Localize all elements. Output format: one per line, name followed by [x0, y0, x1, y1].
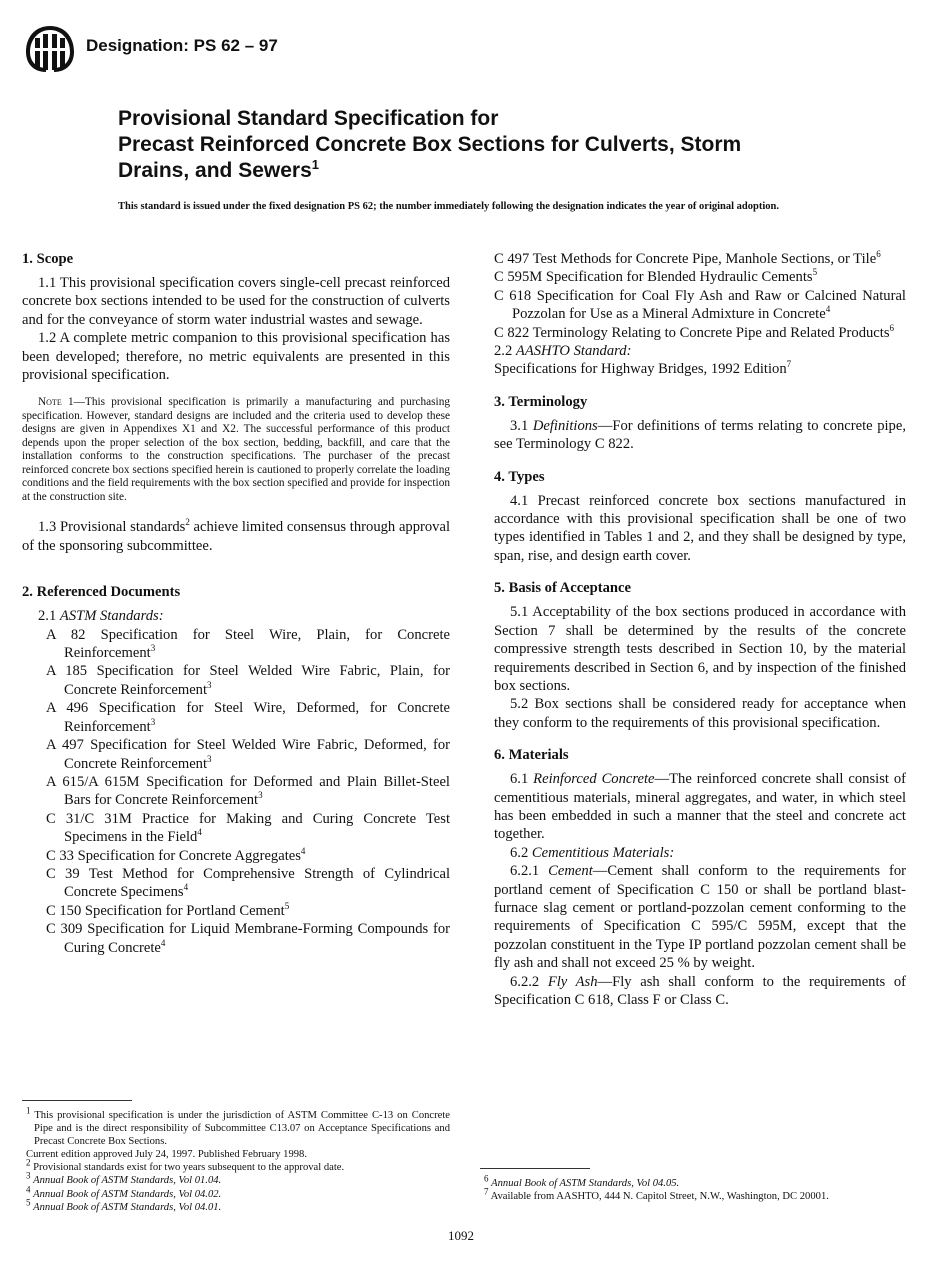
footnotes-right	[480, 1168, 906, 1203]
footnote-text: Annual Book of ASTM Standards, Vol 04.05.	[491, 1178, 680, 1189]
reference-item	[46, 736, 450, 773]
left-column	[22, 250, 450, 1213]
footnote-ref: 4	[825, 304, 831, 315]
note-label: Note 1	[38, 396, 74, 409]
reference-item	[46, 662, 450, 699]
footnote-num: 7	[484, 1186, 489, 1197]
footnote-ref: 5	[812, 267, 818, 278]
aashto-reference	[494, 360, 906, 378]
reference-text: C 309 Specification for Liquid Membrane-Forming Compounds for Curing Concrete	[46, 921, 450, 956]
paragraph-6-1	[494, 770, 906, 844]
reference-item	[46, 865, 450, 902]
title-line-3	[118, 158, 878, 184]
footnote-ref: 4	[300, 845, 306, 856]
title-line-1: Provisional Standard Specification for	[118, 107, 499, 130]
footnote-ref: 5	[284, 900, 290, 911]
subsection-2-2	[494, 342, 906, 360]
paragraph-num: 6.2.2	[510, 973, 540, 990]
note-1	[22, 396, 450, 504]
issuance-note: This standard is issued under the fixed designation PS 62; the number immediately following the designation indicates the year of original adoption.	[118, 201, 779, 212]
note-text: —This provisional specification is primarily a manufacturing and purchasing specification. However, standard designs are included and the criteria used to develop these designs are given in Appendixes X1 and X2. The successful performance of this product depends upon the proper selection of the box section, bedding, backfill, and care that the installation conforms to the construction specifications. The purchaser of the precast reinforced concrete box sections specified herein is cautioned to properly correlate the loading conditions and the field requirements with the box section specified and provide for inspection at the construction site.	[22, 396, 450, 503]
section-heading-referenced: 2. Referenced Documents	[22, 584, 181, 601]
paragraph-1-3	[22, 518, 450, 555]
term: Cementitious Materials:	[531, 844, 675, 861]
footnote	[22, 1157, 450, 1174]
term: Definitions	[532, 417, 598, 434]
reference-item	[46, 920, 450, 957]
footnote-text: Available from AASHTO, 444 N. Capitol Street, N.W., Washington, DC 20001.	[490, 1191, 829, 1203]
reference-text: A 185 Specification for Steel Welded Wire Fabric, Plain, for Concrete Reinforcement	[46, 663, 450, 698]
footnote-ref: 6	[889, 322, 895, 333]
footnote-text: Annual Book of ASTM Standards, Vol 04.01.	[33, 1201, 222, 1213]
reference-item	[46, 699, 450, 736]
reference-item	[46, 847, 450, 865]
footnote-ref: 4	[183, 882, 189, 893]
term: Cement	[548, 863, 593, 880]
footnote-ref: 7	[786, 359, 792, 370]
footnote-rule	[22, 1100, 132, 1101]
paragraph-6-2-2	[494, 973, 906, 1010]
section-heading-materials: 6. Materials	[494, 747, 569, 764]
footnote-num: 4	[26, 1184, 31, 1195]
paragraph-text: —Cement shall conform to the requirements for portland cement of Specification C 150 or shall be portland blast-furnace slag cement or portland-pozzolan cement conforming to the requirements of Specification C 595/C 595M, except that the pozzolan constituent in the Type IP portland pozzolan cement shall be fly ash and shall not exceed 25 % by weight.	[494, 863, 906, 972]
reference-text: C 497 Test Methods for Concrete Pipe, Manhole Sections, or Tile	[494, 251, 877, 267]
footnote-text: Current edition approved July 24, 1997. Published February 1998.	[26, 1149, 307, 1161]
reference-item	[46, 626, 450, 663]
paragraph-text: —For definitions of terms relating to concrete pipe, see Terminology C 822.	[494, 417, 906, 453]
reference-item	[46, 810, 450, 847]
footnote-text: Provisional standards exist for two years subsequent to the approval date.	[33, 1162, 345, 1174]
paragraph-3-1	[494, 417, 906, 454]
reference-item	[494, 324, 906, 342]
paragraph-num: 6.1	[510, 771, 529, 788]
section-heading-scope: 1. Scope	[22, 251, 74, 267]
paragraph-num: 6.2.1	[510, 863, 540, 880]
footnote-ref: 3	[150, 716, 156, 727]
paragraph-5-1: 5.1 Acceptability of the box sections produced in accordance with Section 7 shall be determined by the results of the concrete compressive strength tests described in Section 10, by the material requirements described in Section 6, and by inspection of the finished box sections.	[494, 604, 906, 694]
footnote-num: 3	[26, 1170, 31, 1181]
reference-text: A 615/A 615M Specification for Deformed and Plain Billet-Steel Bars for Concrete Reinforcement	[46, 773, 450, 809]
reference-text: C 822 Terminology Relating to Concrete Pipe and Related Products	[494, 324, 890, 341]
footnote-ref: 3	[207, 680, 212, 691]
section-heading-types: 4. Types	[494, 468, 545, 485]
reference-item	[46, 773, 450, 810]
designation: Designation: PS 62 – 97	[86, 36, 278, 55]
reference-text: A 496 Specification for Steel Wire, Deformed, for Concrete Reinforcement	[46, 700, 450, 735]
footnote-ref: 3	[258, 790, 263, 801]
paragraph-5-2: 5.2 Box sections shall be considered ready for acceptance when they conform to the requirements of this provisional specification.	[494, 696, 906, 731]
footnote	[22, 1170, 450, 1187]
footnote	[480, 1186, 906, 1203]
footnote	[22, 1148, 450, 1161]
astm-logo	[22, 24, 78, 74]
footnote-num: 2	[26, 1157, 31, 1168]
subsection-2-2-title: AASHTO Standard:	[515, 343, 632, 360]
page-title	[118, 106, 878, 184]
section-heading-terminology: 3. Terminology	[494, 393, 588, 410]
reference-text: C 618 Specification for Coal Fly Ash and Raw or Calcined Natural Pozzolan for Use as a Mineral Admixture in Concrete	[494, 287, 906, 323]
footnotes-left	[22, 1100, 450, 1214]
footnote-ref: 4	[197, 827, 202, 838]
reference-text: C 150 Specification for Portland Cement	[46, 902, 285, 919]
footnote-ref: 2	[185, 517, 190, 528]
paragraph-num: 6.2	[510, 844, 529, 861]
footnote-ref: 6	[876, 249, 881, 260]
footnote	[22, 1105, 450, 1148]
right-column	[484, 249, 907, 1203]
footnote-text: Annual Book of ASTM Standards, Vol 04.02.	[33, 1188, 222, 1200]
footnote	[22, 1197, 450, 1214]
footnote-text: This provisional specification is under the jurisdiction of ASTM Committee C-13 on Concrete Pipe and is the direct responsibility of Subcommittee C13.07 on Acceptance Specifications and Precast Concrete Box Sections.	[34, 1110, 450, 1148]
footnote-num: 6	[484, 1173, 489, 1184]
section-heading-acceptance: 5. Basis of Acceptance	[494, 580, 632, 597]
astm-reference-list-continued	[494, 250, 906, 342]
footnote	[22, 1184, 450, 1201]
paragraph-num: 3.1	[510, 417, 529, 434]
reference-text: A 497 Specification for Steel Welded Wire Fabric, Deformed, for Concrete Reinforcement	[46, 737, 450, 772]
reference-text: C 33 Specification for Concrete Aggregates	[46, 847, 301, 864]
footnote-ref: 4	[160, 937, 166, 948]
paragraph-4-1: 4.1 Precast reinforced concrete box sections manufactured in accordance with this provisional specification shall be one of two types identified in Tables 1 and 2, and they shall be designed by type, span, rise, and design earth cover.	[494, 492, 906, 564]
footnote-text: Annual Book of ASTM Standards, Vol 01.04.	[33, 1175, 222, 1187]
reference-text: C 31/C 31M Practice for Making and Curing Concrete Test Specimens in the Field	[46, 810, 450, 846]
reference-item	[494, 250, 906, 268]
term: Fly Ash	[547, 973, 598, 990]
reference-item	[46, 902, 450, 920]
paragraph-text: —Fly ash shall conform to the requirements of Specification C 618, Class F or Class C.	[494, 973, 907, 1008]
page-number: 1092	[448, 1228, 474, 1243]
footnote-num: 1	[26, 1105, 31, 1116]
footnote-rule	[480, 1168, 590, 1169]
footnote-ref: 3	[150, 643, 156, 654]
subsection-2-1-num: 2.1	[38, 608, 57, 625]
footnote	[480, 1173, 906, 1190]
paragraph-6-2	[494, 844, 906, 862]
paragraph-1-2: 1.2 A complete metric companion to this provisional specification has been developed; therefore, no metric equivalents are presented in this provisional specification.	[22, 330, 450, 384]
subsection-2-1	[22, 607, 450, 625]
paragraph-text: —The reinforced concrete shall consist of cementitious materials, mineral aggregates, and water, in which steel has been embedded in such a manner that the steel and concrete act together.	[494, 771, 906, 843]
footnote-ref: 3	[207, 753, 212, 764]
paragraph-1-1: 1.1 This provisional specification covers single-cell precast reinforced concrete box sections intended to be used for the construction of culverts and for the conveyance of storm water industrial wastes and sewage.	[22, 275, 450, 328]
aashto-text: Specifications for Highway Bridges, 1992 Edition	[494, 361, 787, 378]
reference-text: A 82 Specification for Steel Wire, Plain, for Concrete Reinforcement	[46, 626, 450, 662]
reference-item	[494, 287, 906, 324]
title-line-2: Precast Reinforced Concrete Box Sections for Culverts, Storm	[118, 133, 742, 156]
astm-reference-list	[22, 626, 450, 957]
footnote-num: 5	[26, 1197, 31, 1208]
term: Reinforced Concrete	[533, 771, 655, 788]
paragraph-6-2-1	[494, 862, 906, 972]
subsection-2-2-num: 2.2	[494, 343, 513, 360]
reference-text: C 39 Test Method for Comprehensive Strength of Cylindrical Concrete Specimens	[46, 865, 450, 901]
paragraph-1-3-a: 1.3 Provisional standards	[38, 519, 186, 536]
reference-item	[494, 268, 906, 286]
reference-text: C 595M Specification for Blended Hydraulic Cements	[494, 269, 813, 286]
title-line-3-text: Drains, and Sewers	[118, 159, 312, 182]
title-footnote-ref: 1	[311, 157, 319, 172]
subsection-2-1-title: ASTM Standards:	[59, 608, 164, 625]
paragraph-1-3-b: achieve limited consensus through approval of the sponsoring subcommittee.	[22, 519, 450, 554]
